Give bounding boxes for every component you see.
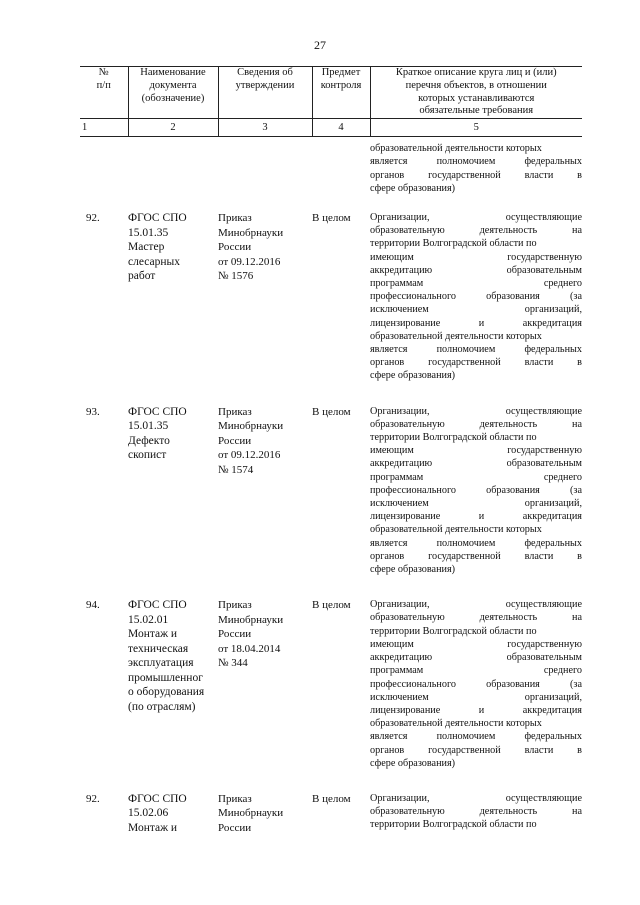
description-word: организаций,: [524, 691, 582, 703]
header-line: документа: [149, 79, 197, 91]
description-word: имеющим: [370, 638, 414, 650]
description-word: осуществляющие: [505, 599, 582, 611]
document-name-line: 15.02.01: [128, 613, 169, 626]
description-word: деятельность: [479, 612, 538, 624]
description-line: [370, 510, 582, 523]
description-line: [370, 550, 582, 563]
description-line: [370, 717, 582, 730]
description-word: федеральных: [524, 344, 582, 356]
document-name-line: скопист: [128, 449, 167, 462]
description-word: аккредитация: [522, 511, 582, 523]
document-name-line: ФГОС СПО: [128, 405, 187, 418]
approval-line: от 09.12.2016: [218, 449, 281, 462]
column-number-row: [80, 119, 582, 137]
description-line: [370, 497, 582, 510]
approval-line: Приказ: [218, 599, 252, 612]
approval-line: России: [218, 821, 252, 834]
table-row: [80, 596, 582, 790]
document-name-line: 15.01.35: [128, 420, 169, 433]
header-line: №: [98, 67, 109, 78]
control-subject: В целом: [312, 792, 351, 805]
column-number: 2: [128, 119, 218, 137]
description-word: образовательной деятельности которых: [370, 143, 542, 155]
description-line: [370, 277, 582, 290]
description-line: [370, 638, 582, 651]
description-line: [370, 182, 582, 195]
description-line: [370, 251, 582, 264]
description-word: сфере образования): [370, 182, 456, 194]
requirements-table: [80, 66, 582, 835]
description-word: государственную: [507, 445, 582, 457]
approval-line: № 344: [218, 657, 248, 670]
document-name-line: ФГОС СПО: [128, 792, 187, 805]
description-word: государственной: [428, 357, 501, 369]
description-word: в: [577, 550, 582, 562]
column-header-5: [370, 67, 582, 119]
document-name-line: Мастер: [128, 241, 165, 253]
description-line: [370, 484, 582, 497]
description-line: [370, 264, 582, 277]
continuation-row: [80, 137, 582, 209]
column-number: 1: [80, 119, 128, 137]
description-line: [370, 444, 582, 457]
description-line: [370, 369, 582, 382]
table-body: [80, 119, 582, 836]
description-line: [370, 471, 582, 484]
description-word: (за: [570, 291, 582, 303]
description-word: полномочием: [436, 731, 496, 743]
approval-line: Минобрнауки: [218, 226, 284, 239]
description-line: [370, 537, 582, 550]
control-subject: В целом: [312, 405, 351, 418]
description-word: в: [577, 357, 582, 369]
description-word: органов: [370, 744, 405, 756]
description-word: государственную: [507, 638, 582, 650]
approval-line: Приказ: [218, 792, 252, 805]
description-line: [370, 757, 582, 770]
description-word: и: [478, 704, 485, 716]
approval-line: Минобрнауки: [218, 807, 284, 820]
description-word: на: [572, 612, 582, 624]
description-word: территории Волгоградской области по: [370, 238, 537, 250]
description-line: [370, 744, 582, 757]
description-line: [370, 211, 582, 224]
description-word: органов: [370, 169, 405, 181]
description-line: [370, 317, 582, 330]
description-word: среднего: [543, 471, 582, 483]
description-line: [370, 418, 582, 431]
description-word: организаций,: [524, 304, 582, 316]
description-word: (за: [570, 678, 582, 690]
approval-line: Минобрнауки: [218, 613, 284, 626]
description-word: имеющим: [370, 445, 414, 457]
description-word: Организации,: [370, 599, 430, 611]
header-line: Краткое описание круга лиц и (или): [395, 67, 557, 78]
description-word: Организации,: [370, 792, 430, 804]
description-line: [370, 625, 582, 638]
description-word: сфере образования): [370, 370, 456, 382]
column-number: 4: [312, 119, 370, 137]
description-word: государственной: [428, 550, 501, 562]
description-word: органов: [370, 550, 405, 562]
approval-line: от 09.12.2016: [218, 255, 281, 268]
description-line: [370, 343, 582, 356]
table-row: [80, 209, 582, 403]
row-number: 93.: [86, 405, 100, 418]
document-name-line: 15.01.35: [128, 226, 169, 239]
description-word: образовательную: [370, 225, 445, 237]
description-line: [370, 224, 582, 237]
document-name-line: 15.02.06: [128, 807, 169, 820]
column-number: 5: [370, 119, 582, 137]
description-word: деятельность: [479, 418, 538, 430]
description-word: осуществляющие: [505, 212, 582, 223]
header-line: Предмет: [321, 67, 361, 78]
approval-info: [218, 403, 312, 597]
description-word: территории Волгоградской области по: [370, 432, 537, 444]
continuation-empty-cell: [312, 137, 370, 209]
description-line: [370, 169, 582, 182]
description-word: образовательной деятельности которых: [370, 330, 542, 342]
description-word: образовательным: [506, 264, 582, 276]
description-word: сфере образования): [370, 564, 456, 576]
document-name: [128, 209, 218, 403]
description-word: образования: [486, 484, 540, 496]
description-word: деятельность: [479, 225, 538, 237]
description-line: [370, 155, 582, 168]
description-word: аккредитация: [522, 704, 582, 716]
page-number: 27: [314, 38, 326, 52]
description-word: аккредитация: [522, 317, 582, 329]
description-word: государственной: [428, 169, 501, 181]
description-word: профессионального: [370, 291, 456, 303]
document-name-line: Монтаж и: [128, 628, 178, 641]
description-word: на: [572, 806, 582, 818]
description-line: [370, 805, 582, 818]
description-word: среднего: [543, 278, 582, 290]
description-line: [370, 330, 582, 343]
description-line: [370, 290, 582, 303]
column-header-3: [218, 67, 312, 119]
description-word: федеральных: [524, 156, 582, 168]
approval-line: № 1576: [218, 270, 254, 282]
description-word: исключением: [370, 498, 429, 510]
row-number: 94.: [86, 599, 100, 612]
description-word: образовательным: [506, 652, 582, 664]
description-word: является: [370, 537, 408, 549]
description-line: [370, 818, 582, 831]
description-word: федеральных: [524, 731, 582, 743]
approval-line: России: [218, 241, 252, 253]
document-name-line: ФГОС СПО: [128, 599, 187, 612]
description-word: образовательную: [370, 612, 445, 624]
continuation-description: [370, 137, 582, 209]
description-line: [370, 792, 582, 805]
description-word: территории Волгоградской области по: [370, 819, 537, 831]
description-word: аккредитацию: [370, 264, 433, 276]
description-word: власти: [524, 550, 554, 562]
description-word: аккредитацию: [370, 652, 433, 664]
description-word: образовательную: [370, 418, 445, 430]
description-word: в: [577, 169, 582, 181]
header-line: Сведения об: [237, 67, 293, 78]
header-line: которых устанавливаются: [418, 92, 535, 104]
document-name-line: промышленног: [128, 671, 203, 684]
continuation-empty-cell: [218, 137, 312, 209]
description-word: профессионального: [370, 678, 456, 690]
description-word: программам: [370, 278, 424, 290]
control-subject: В целом: [312, 599, 351, 612]
scope-description: [370, 596, 582, 790]
description-word: среднего: [543, 665, 582, 677]
table-row: [80, 790, 582, 836]
description-word: образовательной деятельности которых: [370, 524, 542, 536]
description-word: лицензирование: [370, 704, 441, 716]
description-word: и: [478, 511, 485, 523]
row-number: 92.: [86, 792, 100, 805]
column-header-1: [80, 67, 128, 119]
description-word: осуществляющие: [505, 405, 582, 417]
description-line: [370, 678, 582, 691]
document-name-line: Монтаж и: [128, 821, 178, 834]
description-word: является: [370, 731, 408, 743]
description-word: является: [370, 156, 408, 168]
document-name-line: (по отраслям): [128, 700, 196, 713]
scope-description: [370, 790, 582, 836]
document-name-line: Дефекто: [128, 434, 170, 447]
document-name-line: слесарных: [128, 255, 180, 268]
description-line: [370, 431, 582, 444]
approval-line: от 18.04.2014: [218, 642, 281, 655]
description-word: осуществляющие: [505, 792, 582, 804]
description-word: органов: [370, 357, 405, 369]
description-word: полномочием: [436, 537, 496, 549]
document-name-line: работ: [128, 270, 156, 282]
continuation-empty-cell: [128, 137, 218, 209]
continuation-empty-cell: [80, 137, 128, 209]
description-line: [370, 356, 582, 369]
description-word: в: [577, 744, 582, 756]
description-word: полномочием: [436, 344, 496, 356]
description-word: профессионального: [370, 484, 456, 496]
description-word: программам: [370, 665, 424, 677]
column-number: 3: [218, 119, 312, 137]
header-line: обязательные требования: [419, 105, 534, 117]
description-word: полномочием: [436, 156, 496, 168]
description-line: [370, 457, 582, 470]
description-word: Организации,: [370, 212, 430, 223]
row-number: 92.: [86, 212, 100, 224]
description-word: власти: [524, 744, 554, 756]
document-name: [128, 403, 218, 597]
approval-line: № 1574: [218, 463, 254, 476]
description-word: власти: [524, 357, 554, 369]
approval-info: [218, 209, 312, 403]
description-word: является: [370, 344, 408, 356]
description-word: образования: [486, 678, 540, 690]
description-word: на: [572, 418, 582, 430]
description-word: лицензирование: [370, 511, 441, 523]
description-line: [370, 303, 582, 316]
header-line: Наименование: [140, 67, 206, 78]
header-line: контроля: [320, 79, 362, 91]
description-word: федеральных: [524, 537, 582, 549]
description-word: образовательную: [370, 806, 445, 818]
document-name-line: эксплуатация: [128, 657, 194, 670]
description-line: [370, 237, 582, 250]
description-word: территории Волгоградской области по: [370, 625, 537, 637]
description-word: лицензирование: [370, 317, 441, 329]
description-line: [370, 405, 582, 418]
description-word: имеющим: [370, 251, 414, 263]
description-line: [370, 523, 582, 536]
approval-line: Приказ: [218, 405, 252, 418]
approval-line: России: [218, 628, 252, 641]
description-word: аккредитацию: [370, 458, 433, 470]
description-word: исключением: [370, 304, 429, 316]
document-name-line: ФГОС СПО: [128, 212, 187, 224]
description-word: и: [478, 317, 485, 329]
description-word: организаций,: [524, 498, 582, 510]
approval-line: Приказ: [218, 212, 252, 224]
description-line: [370, 563, 582, 576]
description-word: программам: [370, 471, 424, 483]
header-line: п/п: [96, 79, 111, 91]
description-line: [370, 664, 582, 677]
description-word: деятельность: [479, 806, 538, 818]
description-word: образования: [486, 291, 540, 303]
document-name: [128, 790, 218, 836]
description-word: образовательным: [506, 458, 582, 470]
header-line: (обозначение): [141, 92, 205, 104]
description-word: (за: [570, 484, 582, 496]
description-line: [370, 730, 582, 743]
description-line: [370, 704, 582, 717]
description-word: Организации,: [370, 405, 430, 417]
approval-line: Минобрнауки: [218, 420, 284, 433]
description-line: [370, 691, 582, 704]
scope-description: [370, 209, 582, 403]
document-name-line: техническая: [128, 642, 189, 655]
description-word: государственную: [507, 251, 582, 263]
description-line: [370, 651, 582, 664]
control-subject: В целом: [312, 212, 351, 224]
description-word: образовательной деятельности которых: [370, 718, 542, 730]
header-row: [80, 67, 582, 119]
table-header: [80, 67, 582, 119]
column-header-2: [128, 67, 218, 119]
header-line: утверждении: [235, 79, 295, 91]
approval-info: [218, 596, 312, 790]
description-word: власти: [524, 169, 554, 181]
description-word: сфере образования): [370, 757, 456, 769]
document-name: [128, 596, 218, 790]
description-word: на: [572, 225, 582, 237]
scope-description: [370, 403, 582, 597]
approval-line: России: [218, 434, 252, 447]
description-line: [370, 598, 582, 611]
table-row: [80, 403, 582, 597]
approval-info: [218, 790, 312, 836]
description-line: [370, 611, 582, 624]
description-word: государственной: [428, 744, 501, 756]
description-word: исключением: [370, 691, 429, 703]
description-line: [370, 142, 582, 155]
header-line: перечня объектов, в отношении: [405, 79, 547, 91]
column-header-4: [312, 67, 370, 119]
document-name-line: о оборудования: [128, 686, 205, 699]
